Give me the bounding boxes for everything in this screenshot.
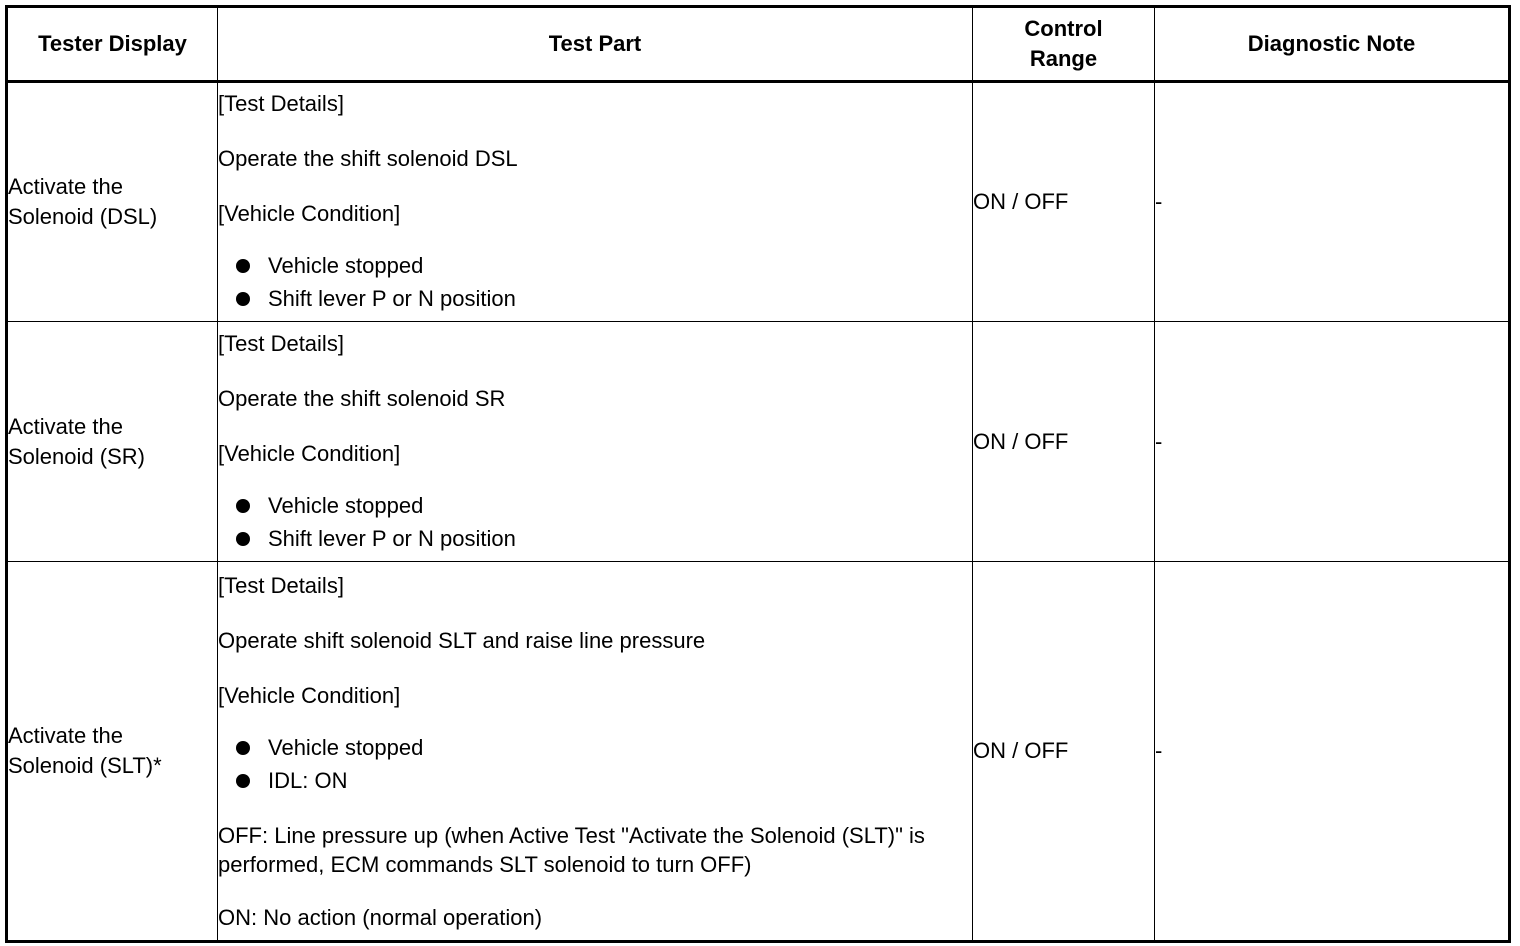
- list-item: [234, 522, 972, 555]
- list-item: [234, 249, 972, 282]
- vehicle-condition-heading: [Vehicle Condition]: [218, 440, 401, 466]
- vehicle-condition-heading: [Vehicle Condition]: [218, 201, 401, 226]
- list-item: [234, 731, 972, 764]
- test-part-cell: [218, 82, 973, 322]
- header-row: [7, 7, 1510, 82]
- control-range-cell: ON / OFF: [973, 82, 1155, 322]
- condition-list: [218, 249, 972, 315]
- condition-text: Shift lever P or N position: [268, 286, 516, 311]
- table-row: [7, 562, 1510, 942]
- diagnostic-note-cell: -: [1155, 322, 1510, 562]
- tester-display-cell: [7, 562, 218, 942]
- bullet-icon: [236, 292, 250, 306]
- test-part-cell: [218, 562, 973, 942]
- test-details-text: Operate shift solenoid SLT and raise line pressure: [218, 627, 706, 653]
- range-notes: [218, 821, 972, 932]
- table-row: [7, 82, 1510, 322]
- bullet-icon: [236, 499, 250, 513]
- condition-text: IDL: ON: [268, 767, 348, 793]
- tester-display-text: Activate the Solenoid (SR): [8, 413, 145, 469]
- tester-display-text: Activate the Solenoid (SLT)*: [8, 723, 162, 778]
- control-range-cell: ON / OFF: [973, 322, 1155, 562]
- test-part-cell: [218, 322, 973, 562]
- tester-display-text: Activate the Solenoid (DSL): [8, 174, 158, 229]
- test-details-text: Operate the shift solenoid SR: [218, 385, 506, 411]
- list-item: [234, 489, 972, 522]
- header-control-range-label: Control Range: [1024, 16, 1103, 71]
- table-row: [7, 322, 1510, 562]
- header-test-part: Test Part: [218, 7, 973, 82]
- test-details-heading: [Test Details]: [218, 91, 344, 116]
- on-note: ON: No action (normal operation): [218, 904, 543, 930]
- condition-list: [218, 489, 972, 555]
- bullet-icon: [236, 741, 250, 755]
- bullet-icon: [236, 532, 250, 546]
- condition-list: [218, 731, 972, 797]
- test-details-heading: [Test Details]: [218, 330, 344, 356]
- vehicle-condition-heading: [Vehicle Condition]: [218, 682, 401, 708]
- list-item: [234, 282, 972, 315]
- tester-display-cell: [7, 322, 218, 562]
- header-tester-display: Tester Display: [7, 7, 218, 82]
- bullet-icon: [236, 259, 250, 273]
- test-details-heading: [Test Details]: [218, 572, 344, 598]
- off-note: OFF: Line pressure up (when Active Test "Activate the Solenoid (SLT)" is performed, ECM commands SLT solenoid to turn OFF): [218, 822, 925, 877]
- list-item: [234, 764, 972, 797]
- condition-text: Shift lever P or N position: [268, 525, 516, 551]
- control-range-cell: ON / OFF: [973, 562, 1155, 942]
- diagnostic-note-cell: -: [1155, 82, 1510, 322]
- tester-display-cell: [7, 82, 218, 322]
- active-test-table: [5, 5, 1511, 943]
- condition-text: Vehicle stopped: [268, 492, 424, 518]
- diagnostic-note-cell: -: [1155, 562, 1510, 942]
- header-control-range: [973, 7, 1155, 82]
- test-details-text: Operate the shift solenoid DSL: [218, 146, 518, 171]
- condition-text: Vehicle stopped: [268, 253, 424, 278]
- condition-text: Vehicle stopped: [268, 734, 424, 760]
- bullet-icon: [236, 774, 250, 788]
- header-diagnostic-note: Diagnostic Note: [1155, 7, 1510, 82]
